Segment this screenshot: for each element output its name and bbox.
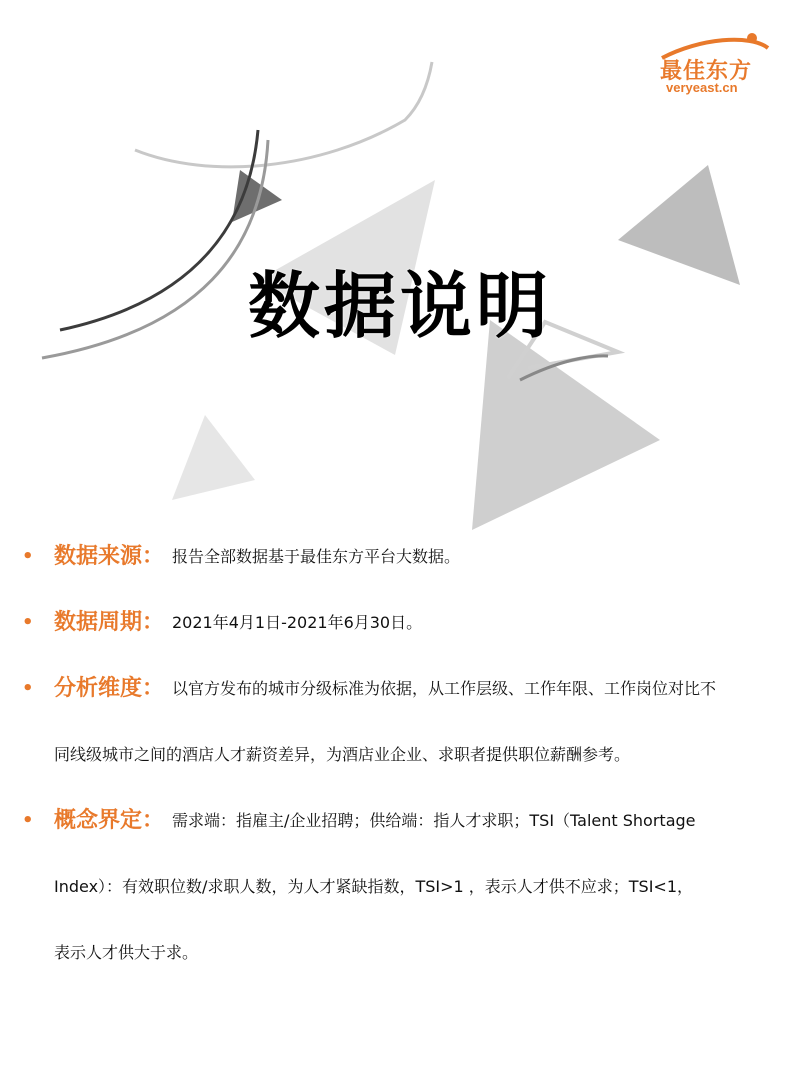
decor-triangle-dark	[232, 170, 282, 222]
section-label: 数据来源：	[54, 544, 165, 569]
section-text: 表示人才供大于求。	[54, 943, 199, 962]
section-text: Index）：有效职位数/求职人数，为人才紧缺指数，TSI>1 ，表示人才供不应求；TSI<1，	[54, 877, 693, 896]
brand-logo	[640, 30, 780, 100]
section-text: 报告全部数据基于最佳东方平台大数据。	[172, 547, 461, 566]
section-text: 以官方发布的城市分级标准为依据，从工作层级、工作年限、工作岗位对比不	[172, 679, 717, 698]
section-row-continued	[22, 865, 782, 931]
section-data-source	[22, 535, 782, 601]
logo-text-cn: 最佳东方	[660, 59, 753, 84]
section-label: 分析维度：	[54, 676, 165, 701]
section-data-period	[22, 601, 782, 667]
data-description-list	[22, 535, 782, 997]
logo-text-en: veryeast.cn	[666, 80, 738, 95]
page-title: 数据说明	[247, 264, 552, 348]
decor-arc-top	[135, 62, 432, 167]
section-text: 2021年4月1日-2021年6月30日。	[172, 613, 423, 632]
section-row	[22, 799, 782, 865]
section-row-continued	[22, 931, 782, 997]
section-text: 需求端：指雇主/企业招聘；供给端：指人才求职；TSI（Talent Shortage	[172, 811, 696, 830]
section-row-continued	[22, 733, 782, 799]
bullet-icon: •	[22, 810, 34, 831]
section-analysis-dimension	[22, 667, 782, 799]
bullet-icon: •	[22, 678, 34, 699]
section-row	[22, 667, 782, 733]
decor-triangle-small	[172, 415, 255, 500]
bullet-icon: •	[22, 546, 34, 567]
bullet-icon: •	[22, 612, 34, 633]
section-label: 概念界定：	[54, 808, 165, 833]
section-row	[22, 601, 782, 667]
section-text: 同线级城市之间的酒店人才薪资差异，为酒店业企业、求职者提供职位薪酬参考。	[54, 745, 631, 764]
section-concept-definition	[22, 799, 782, 997]
section-label: 数据周期：	[54, 610, 165, 635]
section-row	[22, 535, 782, 601]
